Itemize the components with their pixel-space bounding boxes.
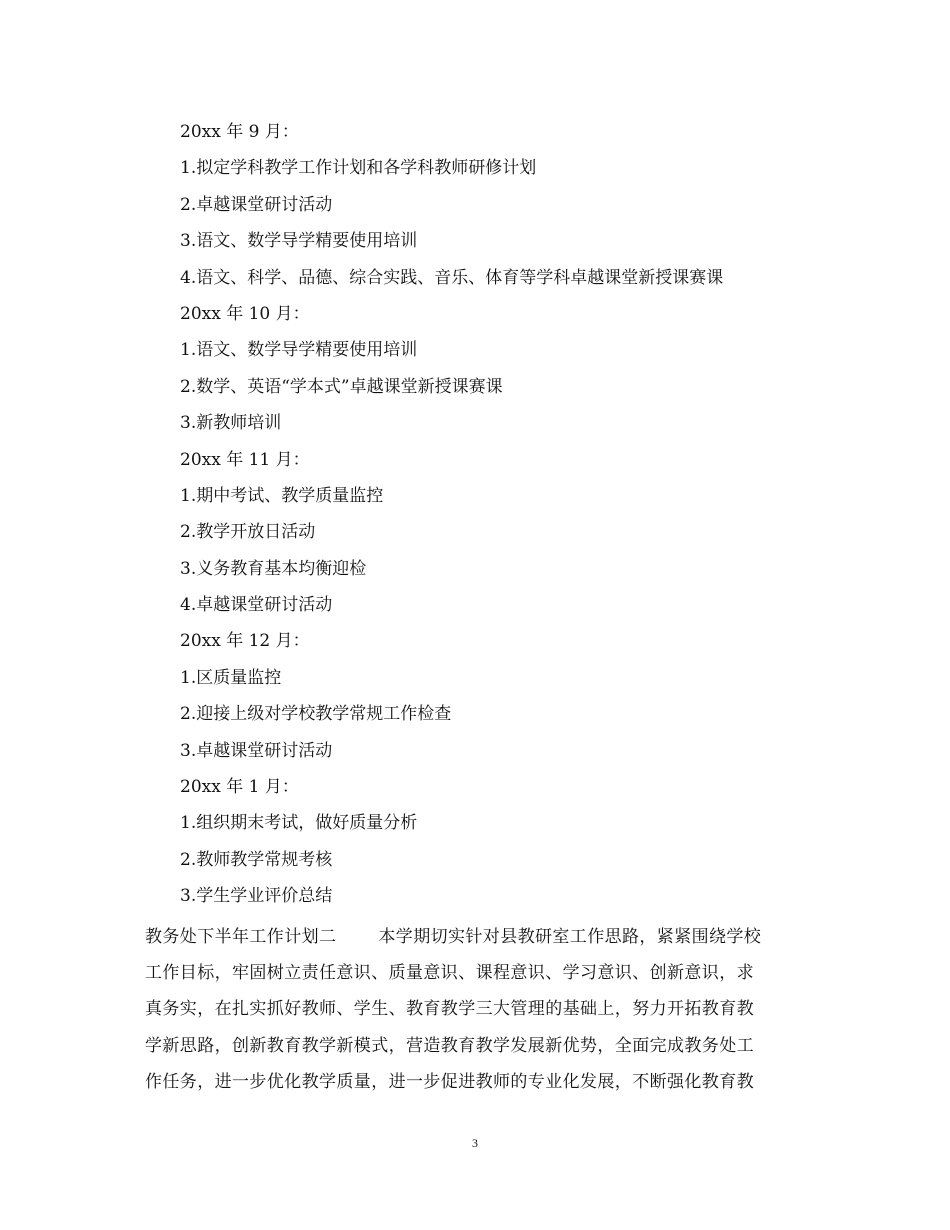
paragraph-line: 真务实，在扎实抓好教师、学生、教育教学三大管理的基础上，努力开拓教育教 — [145, 999, 754, 1020]
month-heading-sep: 20xx 年 9 月： — [180, 122, 299, 142]
month-heading-jan: 20xx 年 1 月： — [180, 777, 299, 798]
month-heading-oct: 20xx 年 10 月： — [180, 303, 310, 324]
list-item: 2.教师教学常规考核 — [180, 849, 333, 870]
list-item: 2.卓越课堂研讨活动 — [180, 194, 333, 215]
section-title: 教务处下半年工作计划二 — [145, 926, 337, 947]
month-heading-dec: 20xx 年 12 月： — [180, 631, 310, 652]
paragraph-line — [145, 919, 805, 955]
list-item: 2.迎接上级对学校教学常规工作检查 — [180, 704, 452, 725]
list-item: 1.组织期末考试，做好质量分析 — [180, 813, 418, 834]
list-item: 1.期中考试、教学质量监控 — [180, 485, 384, 506]
paragraph-line: 作任务，进一步优化教学质量，进一步促进教师的专业化发展，不断强化教育教 — [145, 1072, 754, 1093]
paragraph-line: 工作目标，牢固树立责任意识、质量意识、课程意识、学习意识、创新意识，求 — [145, 962, 754, 983]
list-item: 3.新教师培训 — [180, 413, 282, 434]
list-item: 3.语文、数学导学精要使用培训 — [180, 231, 418, 252]
list-item: 3.学生学业评价总结 — [180, 886, 333, 907]
month-heading-nov: 20xx 年 11 月： — [180, 449, 310, 470]
list-item: 1.拟定学科教学工作计划和各学科教师研修计划 — [180, 158, 537, 179]
list-item: 1.语文、数学导学精要使用培训 — [180, 340, 418, 361]
paragraph-opening: 本学期切实针对县教研室工作思路，紧紧围绕学校 — [378, 926, 762, 947]
paragraph-line: 学新思路，创新教育教学新模式，营造教育教学发展新优势，全面完成教务处工 — [145, 1035, 754, 1056]
page-number: 3 — [472, 1136, 478, 1150]
body-paragraph — [145, 919, 805, 1101]
list-item: 4.卓越课堂研讨活动 — [180, 595, 333, 616]
list-item: 3.义务教育基本均衡迎检 — [180, 558, 367, 579]
list-item: 4.语文、科学、品德、综合实践、音乐、体育等学科卓越课堂新授课赛课 — [180, 267, 724, 288]
list-item: 1.区质量监控 — [180, 667, 282, 688]
list-item: 3.卓越课堂研讨活动 — [180, 740, 333, 761]
document-body — [145, 114, 805, 1101]
list-item: 2.数学、英语“学本式”卓越课堂新授课赛课 — [180, 376, 503, 397]
list-item: 2.教学开放日活动 — [180, 522, 316, 543]
